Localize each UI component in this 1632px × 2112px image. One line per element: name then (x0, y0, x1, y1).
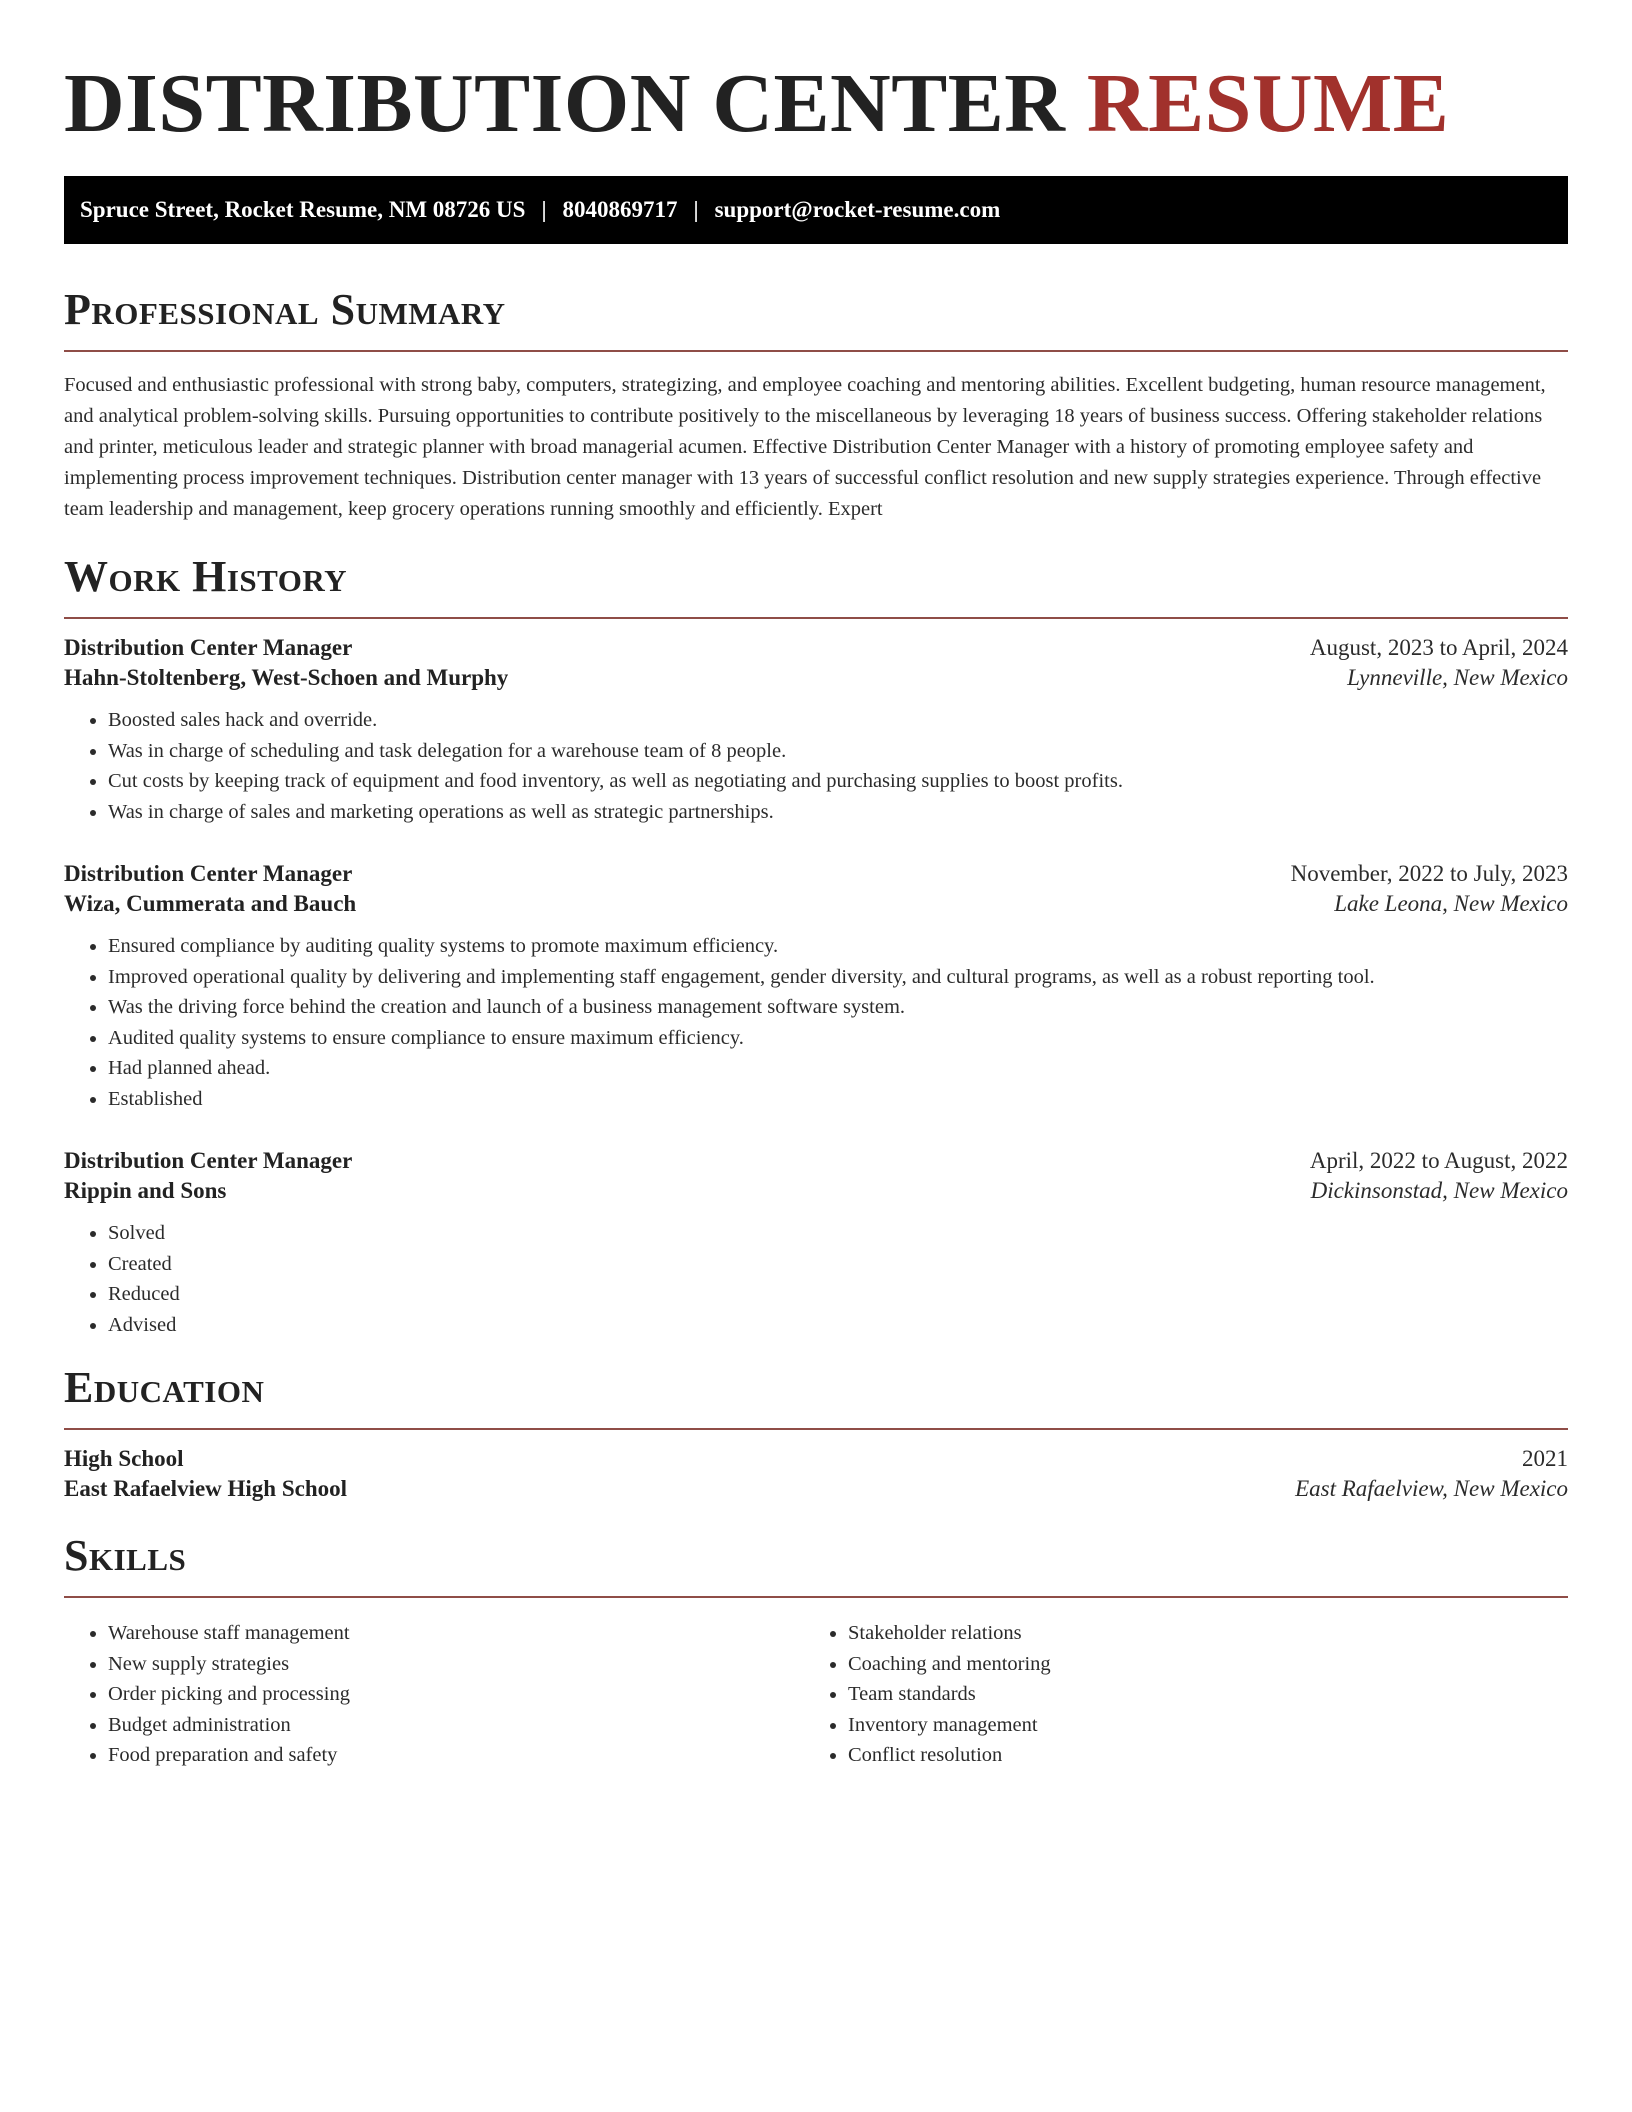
skill-item: • Food preparation and safety (108, 1740, 804, 1771)
job-dates: April, 2022 to August, 2022 (1309, 1148, 1568, 1173)
job-bullets (64, 1218, 1568, 1340)
work-history-section (64, 551, 1568, 1340)
list-item: • Cut costs by keeping track of equipment and food inventory, as well as negotiating and purchasing supplies to boost profits. (108, 766, 1568, 797)
list-item: • Was the driving force behind the creation and launch of a business management software system. (108, 992, 1568, 1023)
skill-item: • Team standards (848, 1679, 1544, 1710)
education-location: East Rafaelview, New Mexico (1295, 1476, 1568, 1501)
job-entry (64, 1148, 1568, 1340)
education-section (64, 1362, 1568, 1502)
job-location: Lynneville, New Mexico (1347, 665, 1568, 690)
list-item: • Reduced (108, 1279, 1568, 1310)
contact-phone: 8040869717 (562, 197, 678, 222)
job-bullets (64, 705, 1568, 827)
skill-item: • Order picking and processing (108, 1679, 804, 1710)
list-item: • Advised (108, 1310, 1568, 1341)
resume-page (64, 0, 1568, 1771)
job-company-row (64, 1178, 1568, 1204)
job-dates: November, 2022 to July, 2023 (1290, 861, 1568, 886)
work-history-heading: Work History (64, 552, 348, 601)
contact-address: Spruce Street, Rocket Resume, NM 08726 US (80, 197, 526, 222)
job-position: Distribution Center Manager (64, 1148, 353, 1173)
skills-list (804, 1618, 1544, 1771)
skill-item: • Warehouse staff management (108, 1618, 804, 1649)
education-degree: High School (64, 1446, 184, 1471)
list-item: • Audited quality systems to ensure compliance to ensure maximum efficiency. (108, 1023, 1568, 1054)
education-school-row (64, 1476, 1568, 1502)
title-main: DISTRIBUTION CENTER (64, 57, 1066, 150)
skill-item: • Coaching and mentoring (848, 1649, 1544, 1680)
list-item: • Improved operational quality by delivering and implementing staff engagement, gender diversity, and cultural programs, as well as a robust reporting tool. (108, 962, 1568, 993)
section-divider (64, 1428, 1568, 1430)
section-divider (64, 350, 1568, 352)
list-item: • Boosted sales hack and override. (108, 705, 1568, 736)
skill-item: • Inventory management (848, 1710, 1544, 1741)
job-bullets (64, 931, 1568, 1114)
job-company: Rippin and Sons (64, 1178, 227, 1203)
job-company: Hahn-Stoltenberg, West-Schoen and Murphy (64, 665, 509, 690)
job-position: Distribution Center Manager (64, 635, 353, 660)
job-entry (64, 635, 1568, 827)
section-divider (64, 617, 1568, 619)
contact-separator: | (693, 197, 699, 222)
contact-separator: | (541, 197, 547, 222)
skill-item: • Conflict resolution (848, 1740, 1544, 1771)
skill-item: • New supply strategies (108, 1649, 804, 1680)
skills-heading: Skills (64, 1531, 187, 1580)
job-company-row (64, 665, 1568, 691)
summary-section (64, 284, 1568, 525)
summary-text: Focused and enthusiastic professional with strong baby, computers, strategizing, and employee coaching and mentoring abilities. Excellent budgeting, human resource management, and analytical problem-solving skills. Pursuing opportunities to contribute positively to the miscellaneous by leveraging 18 years of business success. Offering stakeholder relations and printer, meticulous leader and strategic planner with broad managerial acumen. Effective Distribution Center Manager with a history of promoting employee safety and implementing process improvement techniques. Distribution center manager with 13 years of successful conflict resolution and new supply strategies experience. Through effective team leadership and management, keep grocery operations running smoothly and efficiently. Expert (64, 374, 1546, 520)
job-entry (64, 861, 1568, 1114)
list-item: • Solved (108, 1218, 1568, 1249)
skills-section (64, 1530, 1568, 1771)
education-school: East Rafaelview High School (64, 1476, 348, 1501)
section-divider (64, 1596, 1568, 1598)
contact-email: support@rocket-resume.com (714, 197, 1001, 222)
resume-title (64, 0, 1568, 152)
summary-heading: Professional Summary (64, 285, 506, 334)
job-company: Wiza, Cummerata and Bauch (64, 891, 357, 916)
title-accent: RESUME (1086, 57, 1450, 150)
job-header-row (64, 635, 1568, 661)
skills-column-right (804, 1618, 1544, 1771)
education-heading: Education (64, 1363, 265, 1412)
job-header-row (64, 861, 1568, 887)
contact-bar (64, 176, 1568, 244)
job-location: Lake Leona, New Mexico (1334, 891, 1568, 916)
skills-list (64, 1618, 804, 1771)
education-year: 2021 (1522, 1446, 1568, 1471)
list-item: • Established (108, 1084, 1568, 1115)
list-item: • Created (108, 1249, 1568, 1280)
job-company-row (64, 891, 1568, 917)
job-dates: August, 2023 to April, 2024 (1309, 635, 1568, 660)
list-item: • Was in charge of sales and marketing operations as well as strategic partnerships. (108, 797, 1568, 828)
skills-column-left (64, 1618, 804, 1771)
skill-item: • Stakeholder relations (848, 1618, 1544, 1649)
education-degree-row (64, 1446, 1568, 1472)
skills-grid (64, 1618, 1568, 1771)
list-item: • Ensured compliance by auditing quality systems to promote maximum efficiency. (108, 931, 1568, 962)
job-location: Dickinsonstad, New Mexico (1310, 1178, 1568, 1203)
list-item: • Was in charge of scheduling and task delegation for a warehouse team of 8 people. (108, 736, 1568, 767)
list-item: • Had planned ahead. (108, 1053, 1568, 1084)
job-header-row (64, 1148, 1568, 1174)
job-position: Distribution Center Manager (64, 861, 353, 886)
skill-item: • Budget administration (108, 1710, 804, 1741)
